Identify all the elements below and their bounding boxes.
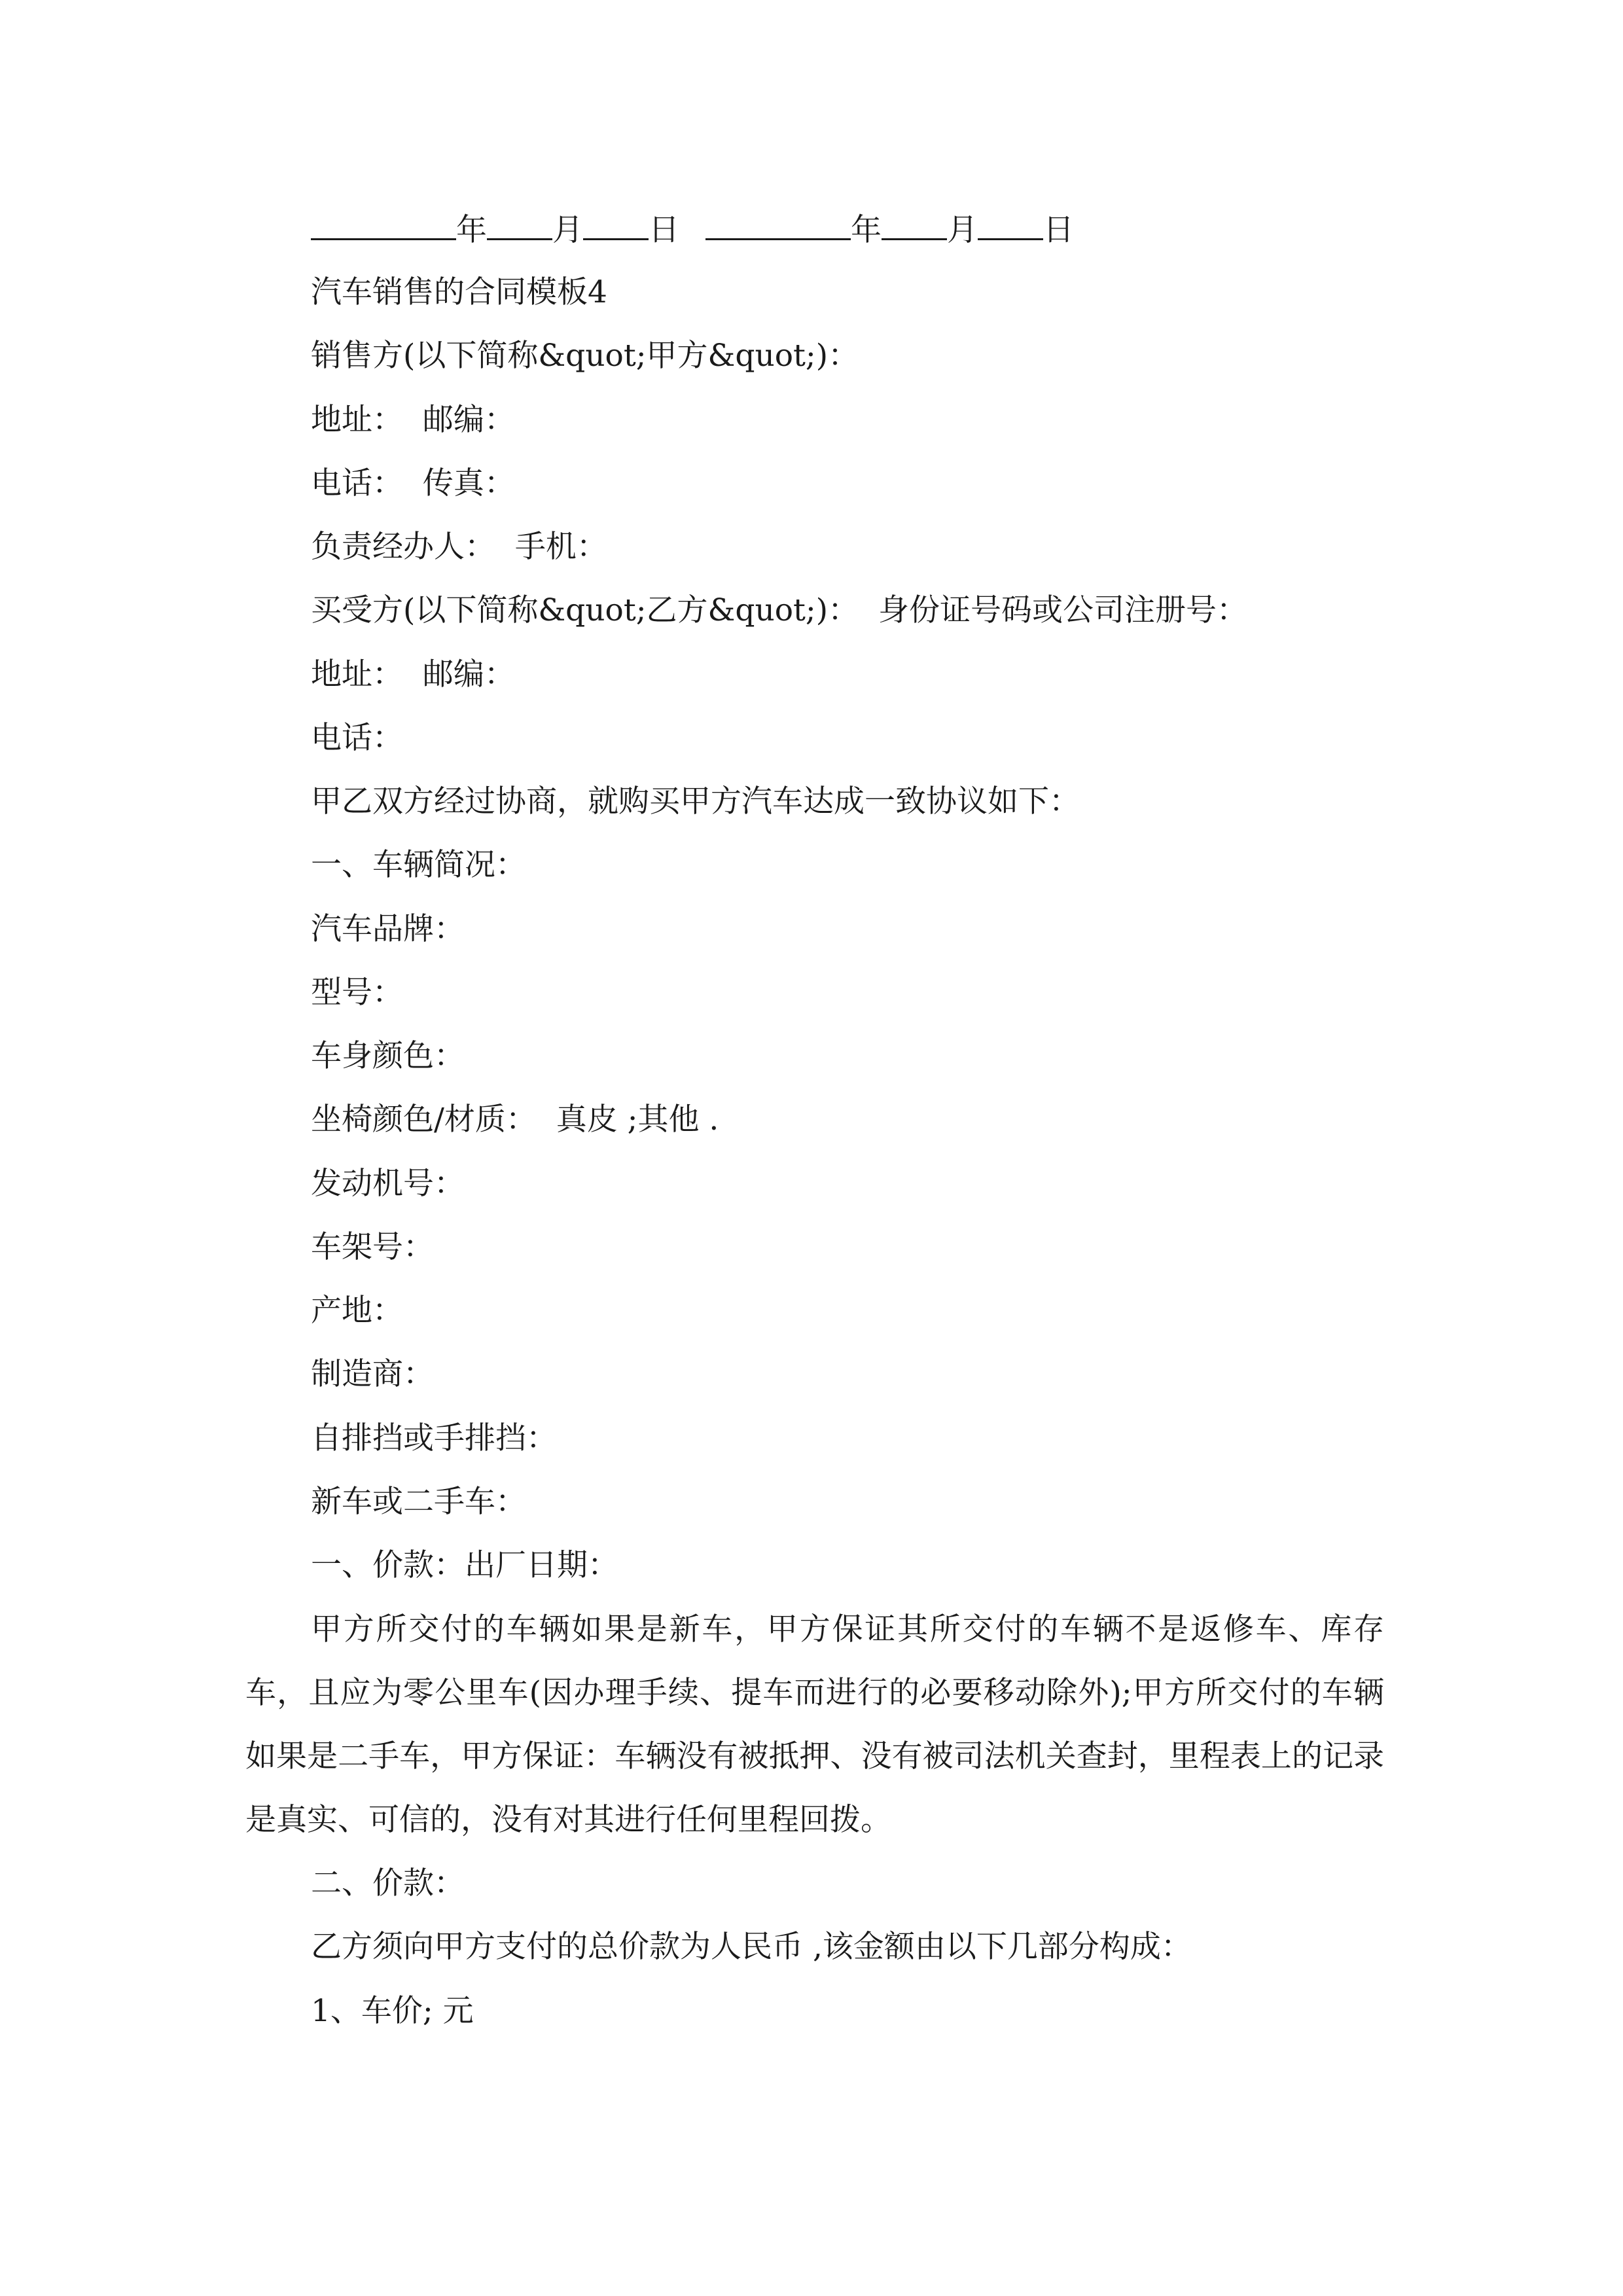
month-blank — [487, 209, 552, 240]
month-label: 月 — [552, 212, 583, 248]
manufacturer-line: 制造商： — [311, 1356, 434, 1392]
day-label: 日 — [649, 212, 679, 248]
buyer-heading: 买受方(以下简称&quot;乙方&quot;)： 身份证号码或公司注册号： — [311, 592, 1247, 628]
model-line: 型号： — [311, 975, 403, 1011]
section-price-date-heading: 一、价款：出厂日期： — [311, 1547, 618, 1583]
date-signature-row — [311, 209, 1074, 250]
day-blank — [583, 209, 649, 240]
total-price-line: 乙方须向甲方支付的总价款为人民币 ,该金额由以下几部分构成： — [311, 1929, 1192, 1965]
seller-agent-line: 负责经办人： 手机： — [311, 529, 607, 565]
day-blank-2 — [978, 209, 1043, 240]
engine-number-line: 发动机号： — [311, 1166, 465, 1202]
month-label-2: 月 — [947, 212, 978, 248]
seat-line: 坐椅颜色/材质： 真皮 ;其他 . — [311, 1102, 719, 1138]
price-item-1: 1、车价; 元 — [311, 1993, 474, 2029]
body-color-line: 车身颜色： — [311, 1038, 465, 1074]
year-label: 年 — [456, 212, 487, 248]
seller-heading: 销售方(以下简称&quot;甲方&quot;)： — [311, 338, 859, 374]
origin-line: 产地： — [311, 1293, 403, 1329]
section-vehicle-heading: 一、车辆简况： — [311, 847, 526, 883]
seller-phone-line: 电话： 传真： — [311, 465, 515, 501]
contract-title: 汽车销售的合同模板4 — [311, 274, 607, 310]
buyer-phone-line: 电话： — [311, 720, 403, 756]
transmission-line: 自排挡或手排挡： — [311, 1420, 557, 1456]
year-label-2: 年 — [851, 212, 882, 248]
month-blank-2 — [882, 209, 947, 240]
frame-number-line: 车架号： — [311, 1229, 434, 1265]
guarantee-paragraph: 甲方所交付的车辆如果是新车，甲方保证其所交付的车辆不是返修车、库存车，且应为零公里车(因办理手续、提车而进行的必要移动除外);甲方所交付的车辆如果是二手车，甲方保证：车辆没有被抵押、没有被司法机关查封，里程表上的记录是真实、可信的，没有对其进行任何里程回拨。 — [245, 1611, 1384, 1838]
brand-line: 汽车品牌： — [311, 911, 465, 947]
day-label-2: 日 — [1043, 212, 1074, 248]
section-price-heading: 二、价款： — [311, 1865, 465, 1901]
seller-address-line: 地址： 邮编： — [311, 402, 515, 438]
year-blank-2 — [705, 209, 851, 240]
year-blank — [311, 209, 456, 240]
agreement-intro: 甲乙双方经过协商，就购买甲方汽车达成一致协议如下： — [311, 783, 1080, 819]
new-or-used-line: 新车或二手车： — [311, 1484, 526, 1520]
buyer-address-line: 地址： 邮编： — [311, 656, 515, 692]
